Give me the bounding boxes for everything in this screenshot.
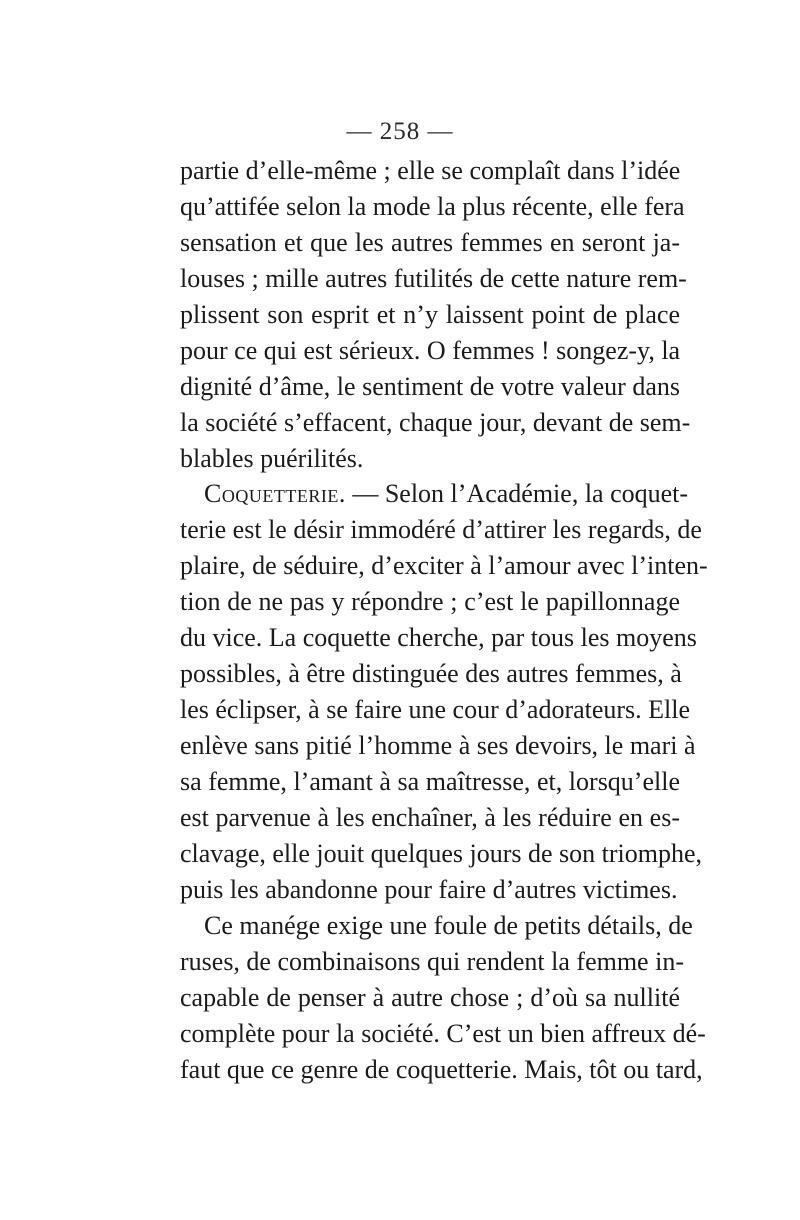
text-line: faut que ce genre de coquetterie. Mais, tôt ou tard, [180, 1055, 703, 1084]
section-heading: Coquetterie. [204, 479, 346, 508]
text-line: partie d’elle-même ; elle se complaît dans l’idée [180, 156, 681, 185]
text-line: capable de penser à autre chose ; d’où sa nullité [180, 983, 680, 1012]
text-line: sensation et que les autres femmes en seront ja- [180, 228, 680, 257]
text-line-rest: — Selon l’Académie, la coquet- [345, 479, 689, 508]
text-line: dignité d’âme, le sentiment de votre valeur dans [180, 372, 680, 401]
text-line: clavage, elle jouit quelques jours de son triomphe, [180, 839, 703, 868]
text-line: plaire, de séduire, d’exciter à l’amour avec l’inten- [180, 551, 708, 580]
text-line: plissent son esprit et n’y laissent point de place [180, 300, 680, 329]
paragraph-continued [180, 153, 691, 477]
text-line: tion de ne pas y répondre ; c’est le papillonnage [180, 587, 680, 616]
text-line: qu’attifée selon la mode la plus récente, elle fera [180, 192, 685, 221]
page-number: — 258 — [346, 118, 454, 145]
paragraph-coquetterie [180, 476, 708, 1088]
text-line: puis les abandonne pour faire d’autres victimes. [180, 875, 678, 904]
text-line: possibles, à être distinguée des autres femmes, à [180, 659, 682, 688]
text-line: enlève sans pitié l’homme à ses devoirs, le mari à [180, 731, 696, 760]
text-line: blables puérilités. [180, 444, 364, 473]
text-line: terie est le désir immodéré d’attirer les regards, de [180, 515, 702, 544]
text-line: Ce manége exige une foule de petits détails, de [204, 911, 693, 940]
text-line: louses ; mille autres futilités de cette nature rem- [180, 264, 687, 293]
text-line: complète pour la société. C’est un bien affreux dé- [180, 1019, 706, 1048]
text-line: ruses, de combinaisons qui rendent la femme in- [180, 947, 684, 976]
text-line-first [180, 476, 689, 512]
text-line: les éclipser, à se faire une cour d’adorateurs. Elle [180, 695, 691, 724]
text-line: sa femme, l’amant à sa maîtresse, et, lorsqu’elle [180, 767, 680, 796]
text-line: du vice. La coquette cherche, par tous les moyens [180, 623, 697, 652]
text-line: pour ce qui est sérieux. O femmes ! songez-y, la [180, 336, 681, 365]
text-line: la société s’effacent, chaque jour, devant de sem- [180, 408, 691, 437]
text-line: est parvenue à les enchaîner, à les réduire en es- [180, 803, 680, 832]
